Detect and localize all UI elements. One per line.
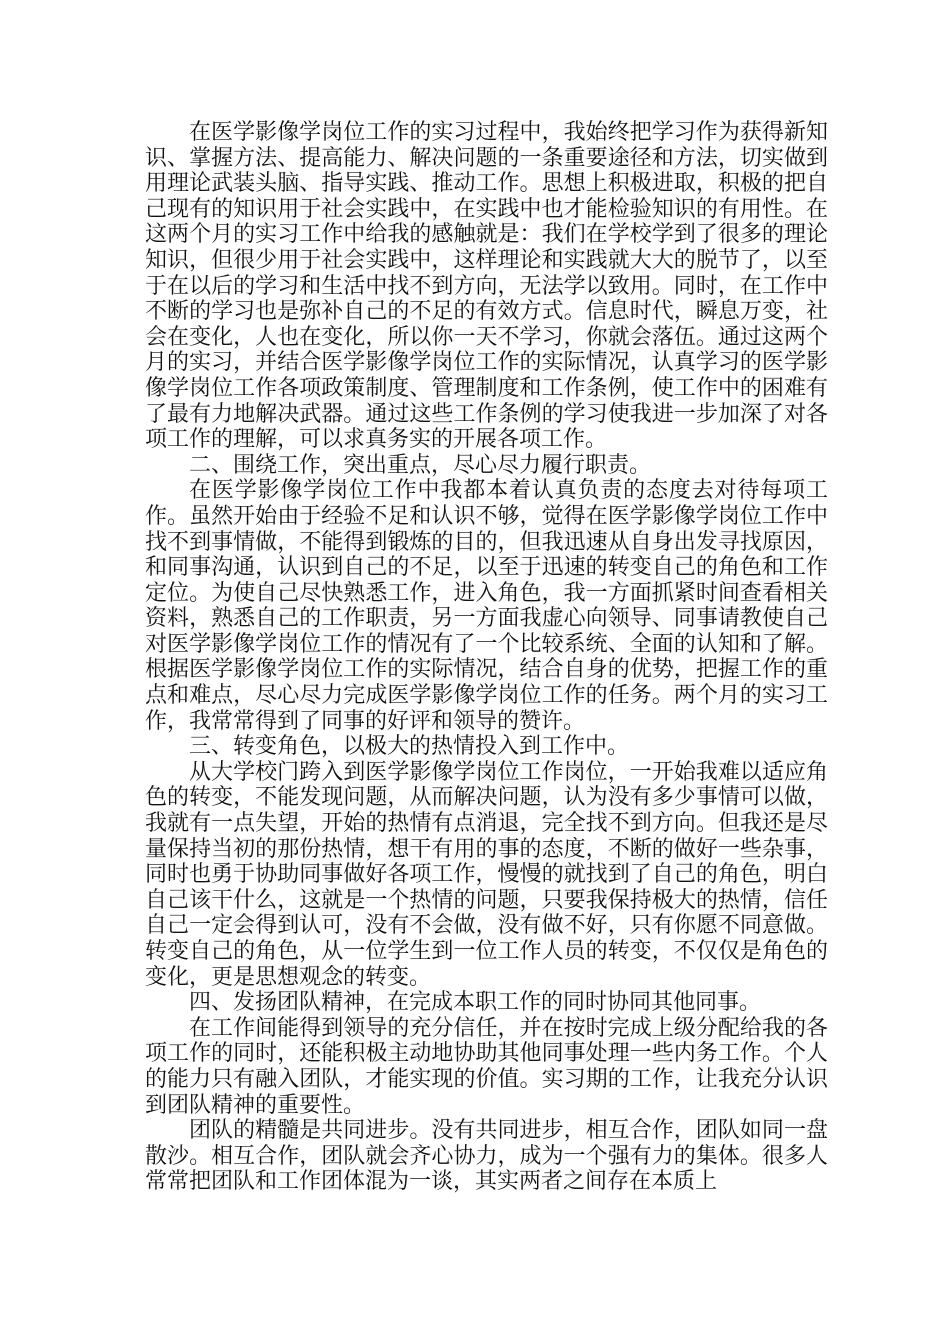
document-page (145, 120, 828, 1195)
paragraph-team-essence: 团队的精髓是共同进步。没有共同进步，相互合作，团队如同一盘散沙。相互合作，团队就会齐心协力，成为一个强有力的集体。很多人常常把团队和工作团体混为一谈，其实两者之间存在本质上 (145, 1118, 828, 1195)
paragraph-learning: 在医学影像学岗位工作的实习过程中，我始终把学习作为获得新知识、掌握方法、提高能力、解决问题的一条重要途径和方法，切实做到用理论武装头脑、指导实践、推动工作。思想上积极进取，积极的把自己现有的知识用于社会实践中，在实践中也才能检验知识的有用性。在这两个月的实习工作中给我的感触就是：我们在学校学到了很多的理论知识，但很少用于社会实践中，这样理论和实践就大大的脱节了，以至于在以后的学习和生活中找不到方向，无法学以致用。同时，在工作中不断的学习也是弥补自己的不足的有效方式。信息时代，瞬息万变，社会在变化，人也在变化，所以你一天不学习，你就会落伍。通过这两个月的实习，并结合医学影像学岗位工作的实际情况，认真学习的医学影像学岗位工作各项政策制度、管理制度和工作条例，使工作中的困难有了最有力地解决武器。通过这些工作条例的学习使我进一步加深了对各项工作的理解，可以求真务实的开展各项工作。 (145, 120, 828, 453)
section-heading-2: 二、围绕工作，突出重点，尽心尽力履行职责。 (189, 452, 652, 478)
paragraph-role-change: 从大学校门跨入到医学影像学岗位工作岗位，一开始我难以适应角色的转变，不能发现问题，从而解决问题，认为没有多少事情可以做，我就有一点失望，开始的热情有点消退，完全找不到方向。但我还是尽量保持当初的那份热情，想干有用的事的态度，不断的做好一些杂事，同时也勇于协助同事做好各项工作，慢慢的就找到了自己的角色，明白自己该干什么，这就是一个热情的问题，只要我保持极大的热情，信任自己一定会得到认可，没有不会做，没有做不好，只有你愿不同意做。转变自己的角色，从一位学生到一位工作人员的转变，不仅仅是角色的变化，更是思想观念的转变。 (145, 759, 828, 990)
paragraph-teamwork: 在工作间能得到领导的充分信任，并在按时完成上级分配给我的各项工作的同时，还能积极主动地协助其他同事处理一些内务工作。个人的能力只有融入团队，才能实现的价值。实习期的工作，让我充分认识到团队精神的重要性。 (145, 1015, 828, 1118)
section-heading-3: 三、转变角色，以极大的热情投入到工作中。 (189, 734, 630, 760)
paragraph-responsibility: 在医学影像学岗位工作中我都本着认真负责的态度去对待每项工作。虽然开始由于经验不足和认识不够，觉得在医学影像学岗位工作中找不到事情做，不能得到锻炼的目的，但我迅速从自身出发寻找原因，和同事沟通，认识到自己的不足，以至于迅速的转变自己的角色和工作定位。为使自己尽快熟悉工作，进入角色，我一方面抓紧时间查看相关资料，熟悉自己的工作职责，另一方面我虚心向领导、同事请教使自己对医学影像学岗位工作的情况有了一个比较系统、全面的认知和了解。根据医学影像学岗位工作的实际情况，结合自身的优势，把握工作的重点和难点，尽心尽力完成医学影像学岗位工作的任务。两个月的实习工作，我常常得到了同事的好评和领导的赞许。 (145, 478, 828, 734)
section-heading-4: 四、发扬团队精神，在完成本职工作的同时协同其他同事。 (189, 990, 762, 1016)
